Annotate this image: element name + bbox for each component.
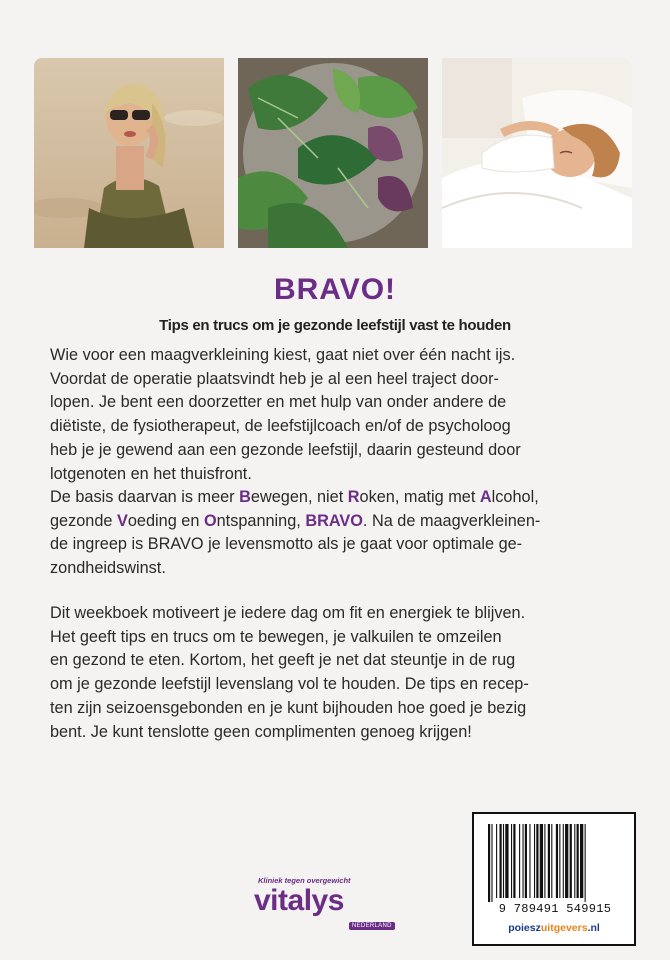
text-line: lopen. Je bent een doorzetter en met hulp van onder andere de xyxy=(50,393,507,412)
logo-tagline: Kliniek tegen overgewicht xyxy=(258,876,351,885)
text-run: lcohol, xyxy=(491,488,539,506)
page-subtitle: Tips en trucs om je gezonde leefstijl vast te houden xyxy=(159,317,511,334)
text-line: Het geeft tips en trucs om te bewegen, je valkuilen te omzeilen xyxy=(50,627,502,646)
text-line: Dit weekboek motiveert je iedere dag om fit en energiek te blijven. xyxy=(50,604,526,622)
text-line: bent. Je kunt tenslotte geen complimenten genoeg krijgen! xyxy=(50,722,472,741)
highlight-letter: O xyxy=(203,511,217,530)
photo-strip xyxy=(34,58,634,248)
bravo-paragraph xyxy=(50,486,630,581)
text-line: zondheidswinst. xyxy=(50,559,166,578)
text-run: De basis daarvan is meer xyxy=(50,488,240,506)
publisher-name-accent: uitgevers xyxy=(540,922,588,934)
isbn-barcode-box xyxy=(472,812,636,946)
highlight-letter: V xyxy=(117,511,128,530)
text-line: diëtiste, de fysiotherapeut, de leefstijlcoach en/of de psycholoog xyxy=(50,417,511,436)
text-line: Voordat de operatie plaatsvindt heb je al een heel traject door- xyxy=(50,369,499,388)
text-run: ntspanning, xyxy=(216,511,306,530)
logo-wordmark: vitalys xyxy=(254,884,344,917)
photo-salad-leaves xyxy=(238,58,428,248)
photo-woman-sunglasses-beach xyxy=(34,58,224,248)
text-run: ewegen, niet xyxy=(250,488,348,506)
publisher-name: poiesz xyxy=(508,922,541,934)
text-line: de ingreep is BRAVO je levensmotto als je gaat voor optimale ge- xyxy=(50,535,523,554)
photo-woman-sleeping-bed xyxy=(442,58,632,248)
text-line: heb je je gewend aan een gezonde leefstijl, daarin gesteund door xyxy=(50,440,521,459)
logo-country-badge: NEDERLAND xyxy=(349,922,395,930)
publisher-url xyxy=(474,922,634,934)
highlight-letter: B xyxy=(239,488,251,506)
text-run: oken, matig met xyxy=(359,488,480,506)
text-line: lotgenoten en het thuisfront. xyxy=(50,464,252,483)
text-run: oeding en xyxy=(127,511,204,530)
highlight-letter: R xyxy=(347,488,360,506)
text-line: en gezond te eten. Kortom, het geeft je net dat steuntje in de rug xyxy=(50,651,516,670)
text-run: . Na de maagverkleinen- xyxy=(362,511,541,530)
vitalys-logo xyxy=(228,876,418,938)
description-paragraph xyxy=(50,602,630,744)
text-line: Wie voor een maagverkleining kiest, gaat niet over één nacht ijs. xyxy=(50,346,516,364)
text-line: ten zijn seizoensgebonden en je kunt bijhouden hoe goed je bezig xyxy=(50,698,527,717)
intro-paragraph xyxy=(50,344,630,486)
text-line xyxy=(50,486,630,510)
text-run: gezonde xyxy=(50,511,117,530)
publisher-domain: .nl xyxy=(587,922,600,934)
text-line: om je gezonde leefstijl levenslang vol te houden. De tips en recep- xyxy=(50,675,529,694)
highlight-letter: A xyxy=(479,488,492,506)
barcode-icon xyxy=(484,824,626,904)
page-title: BRAVO! xyxy=(273,273,397,306)
highlight-word: BRAVO xyxy=(305,511,363,530)
isbn-number: 9 789491 549915 xyxy=(498,902,612,916)
text-line xyxy=(50,510,630,534)
